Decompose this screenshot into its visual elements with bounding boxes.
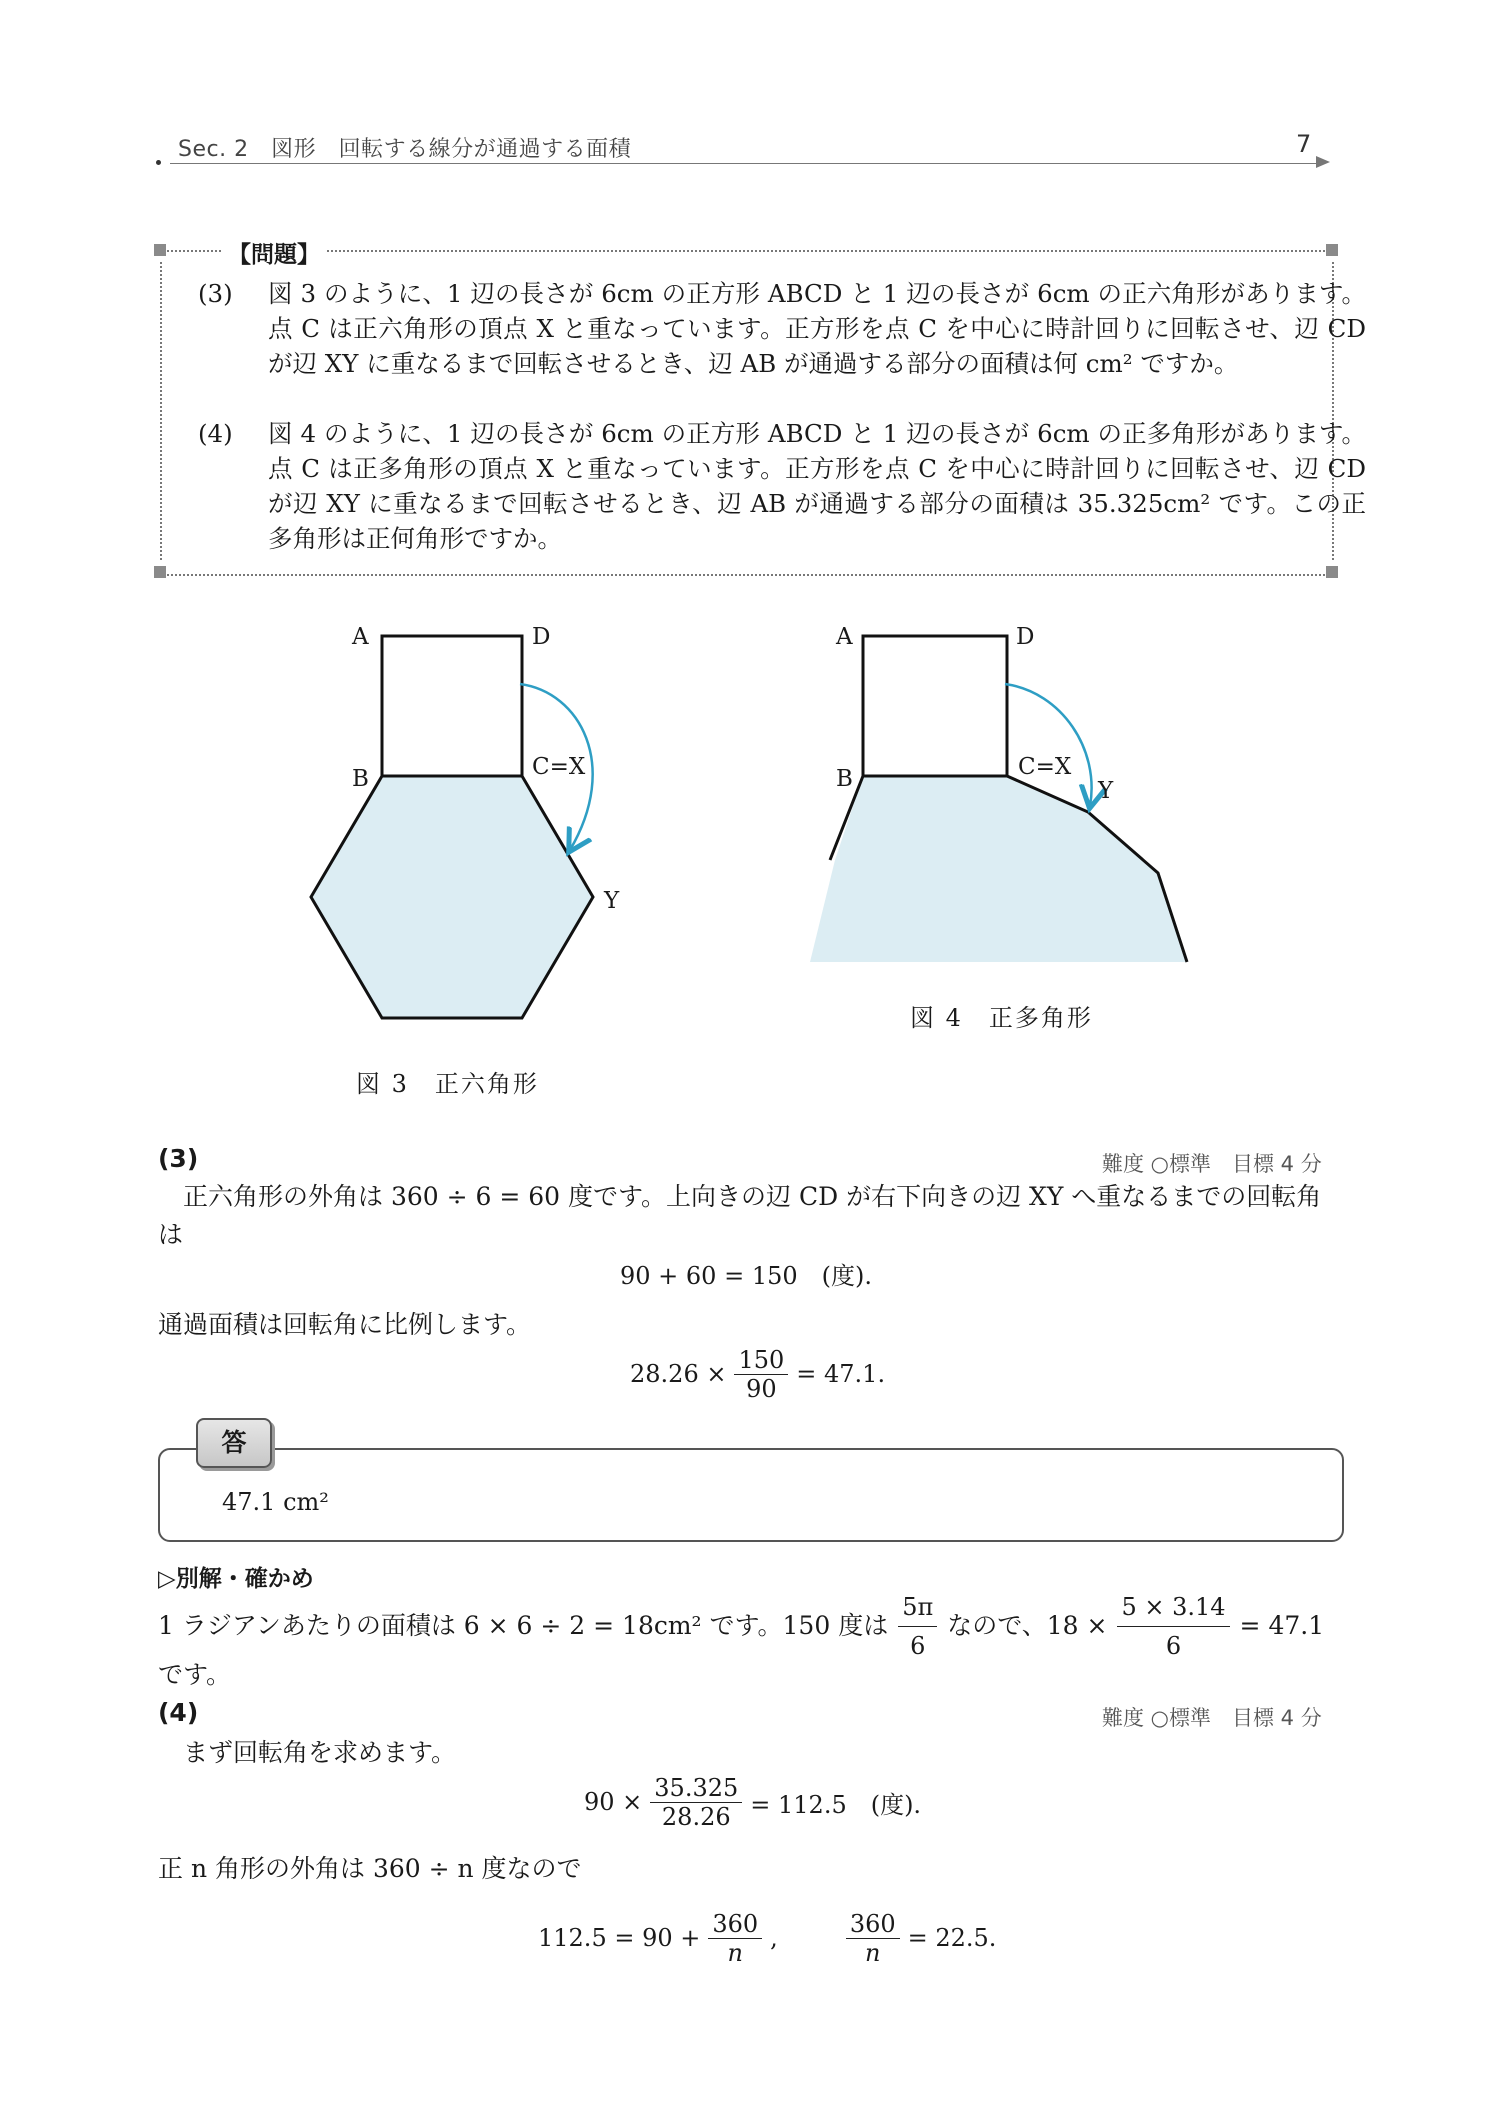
- answer-box: [158, 1448, 1344, 1542]
- answer-value: 47.1 cm²: [222, 1488, 329, 1516]
- fraction-denominator: 6: [910, 1631, 926, 1660]
- figure-4-diagram: [800, 600, 1200, 980]
- label-y: Y: [1098, 778, 1114, 804]
- fraction: [846, 1910, 900, 1967]
- label-a: A: [352, 624, 369, 650]
- fraction-numerator: 360: [846, 1910, 900, 1939]
- polygon-fill: [810, 776, 1187, 962]
- square-abcd: [863, 636, 1007, 776]
- fraction-denominator: n: [727, 1938, 743, 1967]
- solution-4-text: まず回転角を求めます。: [158, 1738, 457, 1767]
- page-number: 7: [1296, 130, 1312, 158]
- label-d: D: [1016, 624, 1035, 650]
- alt-solution-line: [158, 1588, 1324, 1664]
- alt-solution-heading: ▷別解・確かめ: [158, 1566, 314, 1592]
- problem-number: (3): [198, 279, 233, 308]
- equation-part: 112.5 = 90 +: [538, 1924, 701, 1952]
- fraction-denominator: 6: [1165, 1631, 1182, 1660]
- fraction-numerator: 150: [734, 1346, 788, 1375]
- box-corner-icon: [154, 566, 166, 578]
- equation-rotation-angle: 90 + 60 = 150 (度).: [620, 1262, 872, 1290]
- fraction: [898, 1588, 937, 1665]
- equation-part: ,: [770, 1924, 778, 1952]
- solution-3-text-2: 通過面積は回転角に比例します。: [158, 1310, 532, 1339]
- fraction-numerator: 5 × 3.14: [1117, 1588, 1229, 1627]
- fraction-denominator: 90: [746, 1374, 777, 1403]
- label-c-equals-x: C=X: [1018, 754, 1072, 780]
- equation-area: [630, 1336, 885, 1412]
- figure-3-caption: 図 3 正六角形: [356, 1070, 539, 1098]
- problem-label: 【問題】: [222, 236, 326, 269]
- equation-part: 90 ×: [584, 1788, 643, 1816]
- fraction-numerator: 5π: [898, 1588, 937, 1627]
- fraction: [734, 1346, 788, 1403]
- fraction-numerator: 360: [708, 1910, 762, 1939]
- label-a: A: [836, 624, 853, 650]
- alt-text: = 47.1: [1239, 1611, 1325, 1640]
- label-c-equals-x: C=X: [532, 754, 586, 780]
- hexagon: [311, 776, 593, 1018]
- problem-text: 図 3 のように、1 辺の長さが 6cm の正方形 ABCD と 1 辺の長さが 6cm の正六角形があります。点 C は正六角形の頂点 X と重なっています。正方形を点 C を中心に時計回りに回転させ、辺 CD が辺 XY に重なるまで回転させるとき、辺 AB が通過する部分の面積は何 cm² ですか。: [268, 279, 1366, 378]
- section-title: Sec. 2 図形 回転する線分が通過する面積: [178, 137, 632, 162]
- fraction-numerator: 35.325: [650, 1774, 742, 1803]
- alt-solution-line-2: です。: [158, 1660, 232, 1689]
- label-b: B: [352, 766, 369, 792]
- header-bullet: [156, 160, 161, 165]
- fraction-denominator: n: [864, 1938, 881, 1967]
- box-corner-icon: [154, 244, 166, 256]
- label-y: Y: [604, 888, 620, 914]
- equation-rotation: [584, 1764, 921, 1840]
- label-d: D: [532, 624, 551, 650]
- equation-part: 28.26 ×: [630, 1360, 727, 1388]
- difficulty-label: 難度 ○標準 目標 4 分: [1102, 1706, 1322, 1730]
- fraction: [708, 1910, 762, 1967]
- box-corner-icon: [1326, 244, 1338, 256]
- fraction: [1117, 1588, 1229, 1665]
- figure-3-diagram: [280, 600, 680, 1100]
- solution-4-text-2: 正 n 角形の外角は 360 ÷ n 度なので: [158, 1854, 582, 1883]
- answer-badge: 答: [196, 1418, 272, 1468]
- equation-part: = 22.5.: [907, 1924, 997, 1952]
- solution-4-heading: (4): [158, 1698, 199, 1727]
- header-rule: [170, 163, 1318, 164]
- square-abcd: [382, 636, 522, 776]
- alt-text: なので、18 ×: [947, 1611, 1108, 1640]
- alt-text: 1 ラジアンあたりの面積は 6 × 6 ÷ 2 = 18cm² です。150 度は: [158, 1611, 889, 1640]
- solution-3-heading: (3): [158, 1144, 199, 1173]
- fraction: [650, 1774, 742, 1831]
- difficulty-label: 難度 ○標準 目標 4 分: [1102, 1152, 1322, 1176]
- fraction-denominator: 28.26: [661, 1802, 731, 1831]
- box-corner-icon: [1326, 566, 1338, 578]
- problem-text: 図 4 のように、1 辺の長さが 6cm の正方形 ABCD と 1 辺の長さが 6cm の正多角形があります。点 C は正多角形の頂点 X と重なっています。正方形を点 C を中心に時計回りに回転させ、辺 CD が辺 XY に重なるまで回転させるとき、辺 AB が通過する部分の面積は 35.325cm² です。この正多角形は正何角形ですか。: [268, 419, 1366, 553]
- header-arrow-icon: [1316, 156, 1330, 168]
- equation-exterior-angle: [538, 1900, 996, 1976]
- label-b: B: [836, 766, 853, 792]
- problem-box-left-border: [160, 262, 162, 560]
- problem-number: (4): [198, 419, 233, 448]
- equation-part: = 112.5 (度).: [750, 1790, 922, 1819]
- equation-part: = 47.1.: [796, 1360, 886, 1388]
- solution-3-text: 正六角形の外角は 360 ÷ 6 = 60 度です。上向きの辺 CD が右下向きの辺 XY へ重なるまでの回転角は: [158, 1182, 1322, 1249]
- figure-4-caption: 図 4 正多角形: [910, 1004, 1093, 1032]
